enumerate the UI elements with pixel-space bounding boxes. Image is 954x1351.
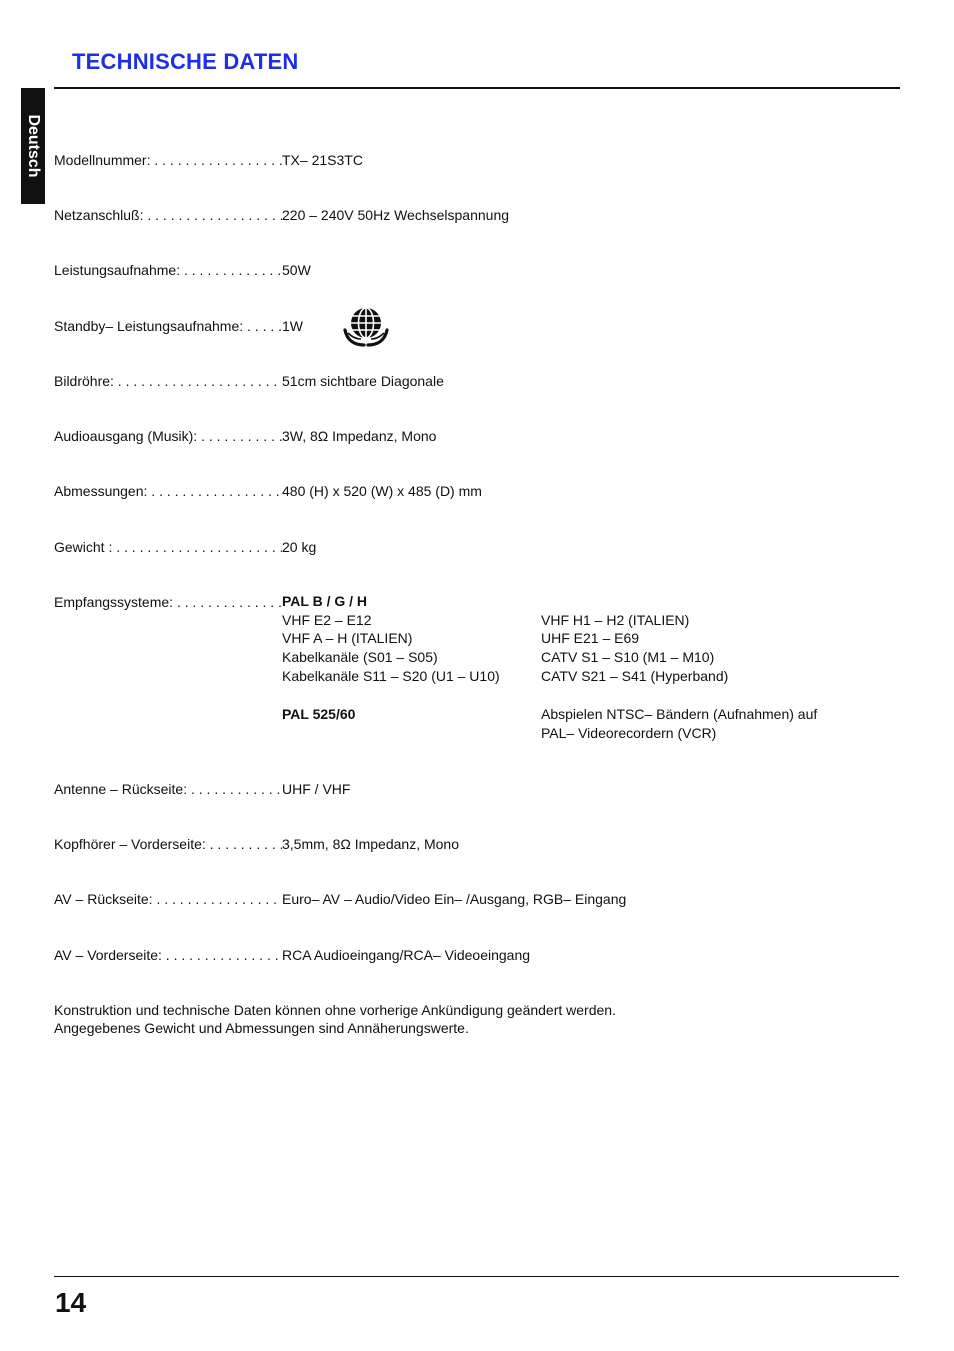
pal-525-note: Abspielen NTSC– Bändern (Aufnahmen) auf — [541, 706, 818, 722]
spec-label: Standby– Leistungsaufnahme: . . . — [54, 317, 282, 335]
spec-value: 20 kg — [282, 539, 317, 555]
reception-right-item: UHF E21 – E69 — [541, 630, 640, 646]
language-tab — [21, 88, 45, 204]
header-rule — [54, 87, 900, 89]
spec-label: Kopfhörer – Vorderseite: . . . — [54, 835, 282, 853]
language-tab-label: Deutsch — [25, 114, 42, 178]
spec-label: Netzanschluß: . . . — [54, 206, 282, 224]
spec-value: 220 – 240V 50Hz Wechselspannung — [282, 207, 510, 223]
spec-value: 50W — [282, 262, 311, 278]
disclaimer-line: Angegebenes Gewicht und Abmessungen sind Annäherungswerte. — [54, 1020, 469, 1036]
spec-value: UHF / VHF — [282, 781, 351, 797]
spec-label: Bildröhre: . . . — [54, 372, 282, 390]
page-number: 14 — [55, 1287, 87, 1318]
globe-hands-icon — [342, 302, 390, 348]
spec-value: TX– 21S3TC — [282, 152, 363, 168]
footer-rule — [54, 1276, 899, 1277]
disclaimer — [54, 1001, 616, 1037]
spec-label: AV – Rückseite: . . . — [54, 890, 282, 908]
spec-label: AV – Vorderseite: . . . — [54, 946, 282, 964]
spec-label: Empfangssysteme: . . . — [54, 593, 282, 611]
reception-left-item: VHF E2 – E12 — [282, 612, 372, 628]
pal-525-heading: PAL 525/60 — [282, 706, 356, 722]
spec-label: Leistungsaufnahme: . . . — [54, 261, 282, 279]
reception-left-item: VHF A – H (ITALIEN) — [282, 630, 413, 646]
reception-right-item: CATV S1 – S10 (M1 – M10) — [541, 649, 715, 665]
reception-right-item: CATV S21 – S41 (Hyperband) — [541, 668, 729, 684]
spec-label: Antenne – Rückseite: . . . — [54, 780, 282, 798]
spec-label: Abmessungen: . . . — [54, 482, 282, 500]
spec-label: Modellnummer: . . . — [54, 151, 282, 169]
spec-value: 3W, 8Ω Impedanz, Mono — [282, 428, 437, 444]
reception-left-item: Kabelkanäle S11 – S20 (U1 – U10) — [282, 668, 500, 684]
spec-value: Euro– AV – Audio/Video Ein– /Ausgang, RGB– Eingang — [282, 891, 627, 907]
pal-bgh-heading: PAL B / G / H — [282, 593, 368, 609]
spec-value: RCA Audioeingang/RCA– Videoeingang — [282, 947, 531, 963]
spec-value: 3,5mm, 8Ω Impedanz, Mono — [282, 836, 459, 852]
spec-value: 51cm sichtbare Diagonale — [282, 373, 444, 389]
pal-525-note: PAL– Videorecordern (VCR) — [541, 725, 717, 741]
reception-right-item: VHF H1 – H2 (ITALIEN) — [541, 612, 690, 628]
spec-label: Audioausgang (Musik): . . . — [54, 427, 282, 445]
spec-label: Gewicht : . . . — [54, 538, 282, 556]
page-title: TECHNISCHE DATEN — [72, 49, 299, 74]
spec-value: 480 (H) x 520 (W) x 485 (D) mm — [282, 483, 482, 499]
spec-value: 1W — [282, 318, 303, 334]
reception-left-item: Kabelkanäle (S01 – S05) — [282, 649, 438, 665]
disclaimer-line: Konstruktion und technische Daten können ohne vorherige Ankündigung geändert werden. — [54, 1002, 616, 1018]
